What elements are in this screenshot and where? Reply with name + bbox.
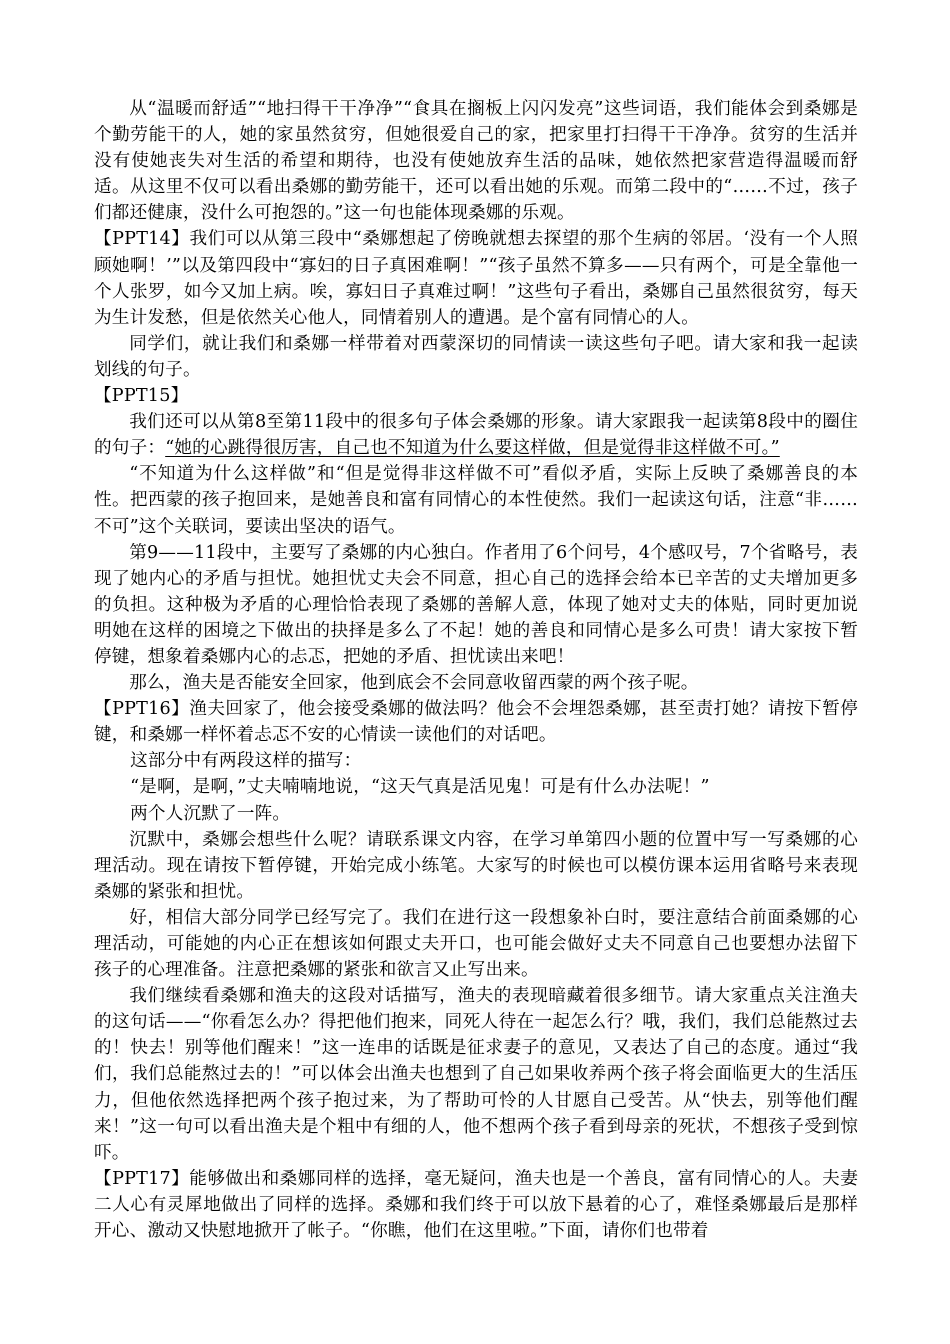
paragraph-ppt16: 【PPT16】渔夫回家了，他会接受桑娜的做法吗？他会不会埋怨桑娜，甚至责打她？请按下暂停键，和桑娜一样怀着忐忑不安的心情读一读他们的对话吧。 (94, 699, 858, 746)
paragraph-contradiction: “不知道为什么这样做”和“但是觉得非这样做不可”看似矛盾，实际上反映了桑娜善良的本性。把西蒙的孩子抱回来，是她善良和富有同情心的本性使然。我们一起读这句话，注意“非……不可”这个关联词，要读出坚决的语气。 (94, 464, 858, 537)
circled-sentence-intro: 我们还可以从第8至第11段中的很多句子体会桑娜的形象。请大家跟我一起读第8段中的圈住的句子： (94, 412, 858, 459)
paragraph-fisherman-question: 那么，渔夫是否能安全回家，他到底会不会同意收留西蒙的两个孩子呢。 (129, 673, 699, 694)
paragraph-writing-task: 沉默中，桑娜会想些什么呢？请联系课文内容，在学习单第四小题的位置中写一写桑娜的心理活动。现在请按下暂停键，开始完成小练笔。大家写的时候也可以模仿课本运用省略号来表现桑娜的紧张和担忧。 (94, 829, 858, 902)
document-body (94, 96, 858, 1244)
paragraph-vocabulary-analysis: 从“温暖而舒适”“地扫得干干净净”“食具在搁板上闪闪发亮”这些词语，我们能体会到桑娜是个勤劳能干的人，她的家虽然贫穷，但她很爱自己的家，把家里打扫得干干净净。贫穷的生活并没有使她丧失对生活的希望和期待，也没有使她放弃生活的品味，她依然把家营造得温暖而舒适。从这里不仅可以看出桑娜的勤劳能干，还可以看出她的乐观。而第二段中的“……不过，孩子们都还健康，没什么可抱怨的。”这一句也能体现桑娜的乐观。 (94, 99, 858, 224)
paragraph-ppt14: 【PPT14】我们可以从第三段中“桑娜想起了傍晚就想去探望的那个生病的邻居。‘没有一个人照顾她啊！’”以及第四段中“寡妇的日子真困难啊！”“孩子虽然不算多——只有两个，可是全靠他一个人张罗，如今又加上病。唉，寡妇日子真难过啊！”这些句子看出，桑娜自己虽然很贫穷，每天为生计发愁，但是依然关心他人，同情着别人的遭遇。是个富有同情心的人。 (94, 229, 858, 328)
paragraph-inner-monologue: 第9——11段中，主要写了桑娜的内心独白。作者用了6个问号，4个感叹号，7个省略号，表现了她内心的矛盾与担忧。她担忧丈夫会不同意，担心自己的选择会给本已辛苦的丈夫增加更多的负担。这种极为矛盾的心理恰恰表现了桑娜的善解人意，体现了她对丈夫的体贴，同时更加说明她在这样的困境之下做出的抉择是多么了不起！她的善良和同情心是多么可贵！请大家按下暂停键，想象着桑娜内心的忐忑，把她的矛盾、担忧读出来吧！ (94, 542, 858, 667)
paragraph-writing-review: 好，相信大部分同学已经写完了。我们在进行这一段想象补白时，要注意结合前面桑娜的心理活动，可能她的内心正在想该如何跟丈夫开口，也可能会做好丈夫不同意自己也要想办法留下孩子的心理准备。注意把桑娜的紧张和欲言又止写出来。 (94, 907, 858, 981)
paragraph-fisherman-details: 我们继续看桑娜和渔夫的这段对话描写，渔夫的表现暗藏着很多细节。请大家重点关注渔夫的这句话——“你看怎么办？得把他们抱来，同死人待在一起怎么行？哦，我们，我们总能熬过去的！快去！别等他们醒来！”这一连串的话既是征求妻子的意见，又表达了自己的态度。通过“我们，我们总能熬过去的！”可以体会出渔夫也想到了自己如果收养两个孩子将会面临更大的生活压力，但他依然选择把两个孩子抱过来，为了帮助可怜的人甘愿自己受苦。从“快去，别等他们醒来！”这一句可以看出渔夫是个粗中有细的人，他不想两个孩子看到母亲的死状，不想孩子受到惊吓。 (94, 986, 858, 1163)
paragraph-ppt17: 【PPT17】能够做出和桑娜同样的选择，毫无疑问，渔夫也是一个善良，富有同情心的人。夫妻二人心有灵犀地做出了同样的选择。桑娜和我们终于可以放下悬着的心了，难怪桑娜最后是那样开心、激动又快慰地掀开了帐子。“你瞧，他们在这里啦。”下面，请你们也带着 (94, 1168, 858, 1242)
paragraph-read-together: 同学们，就让我们和桑娜一样带着对西蒙深切的同情读一读这些句子吧。请大家和我一起读划线的句子。 (94, 333, 858, 380)
paragraph-ppt15-label: 【PPT15】 (94, 386, 189, 407)
paragraph-silence: 两个人沉默了一阵。 (130, 803, 291, 824)
paragraph-two-descriptions: 这部分中有两段这样的描写： (130, 751, 362, 772)
paragraph-circled-sentence (94, 409, 858, 461)
paragraph-dialogue-quote: “是啊，是啊，”丈夫喃喃地说，“这天气真是活见鬼！可是有什么办法呢！” (130, 777, 710, 798)
underlined-quote: “她的心跳得很厉害，自己也不知道为什么要这样做，但是觉得非这样做不可。” (165, 438, 780, 459)
